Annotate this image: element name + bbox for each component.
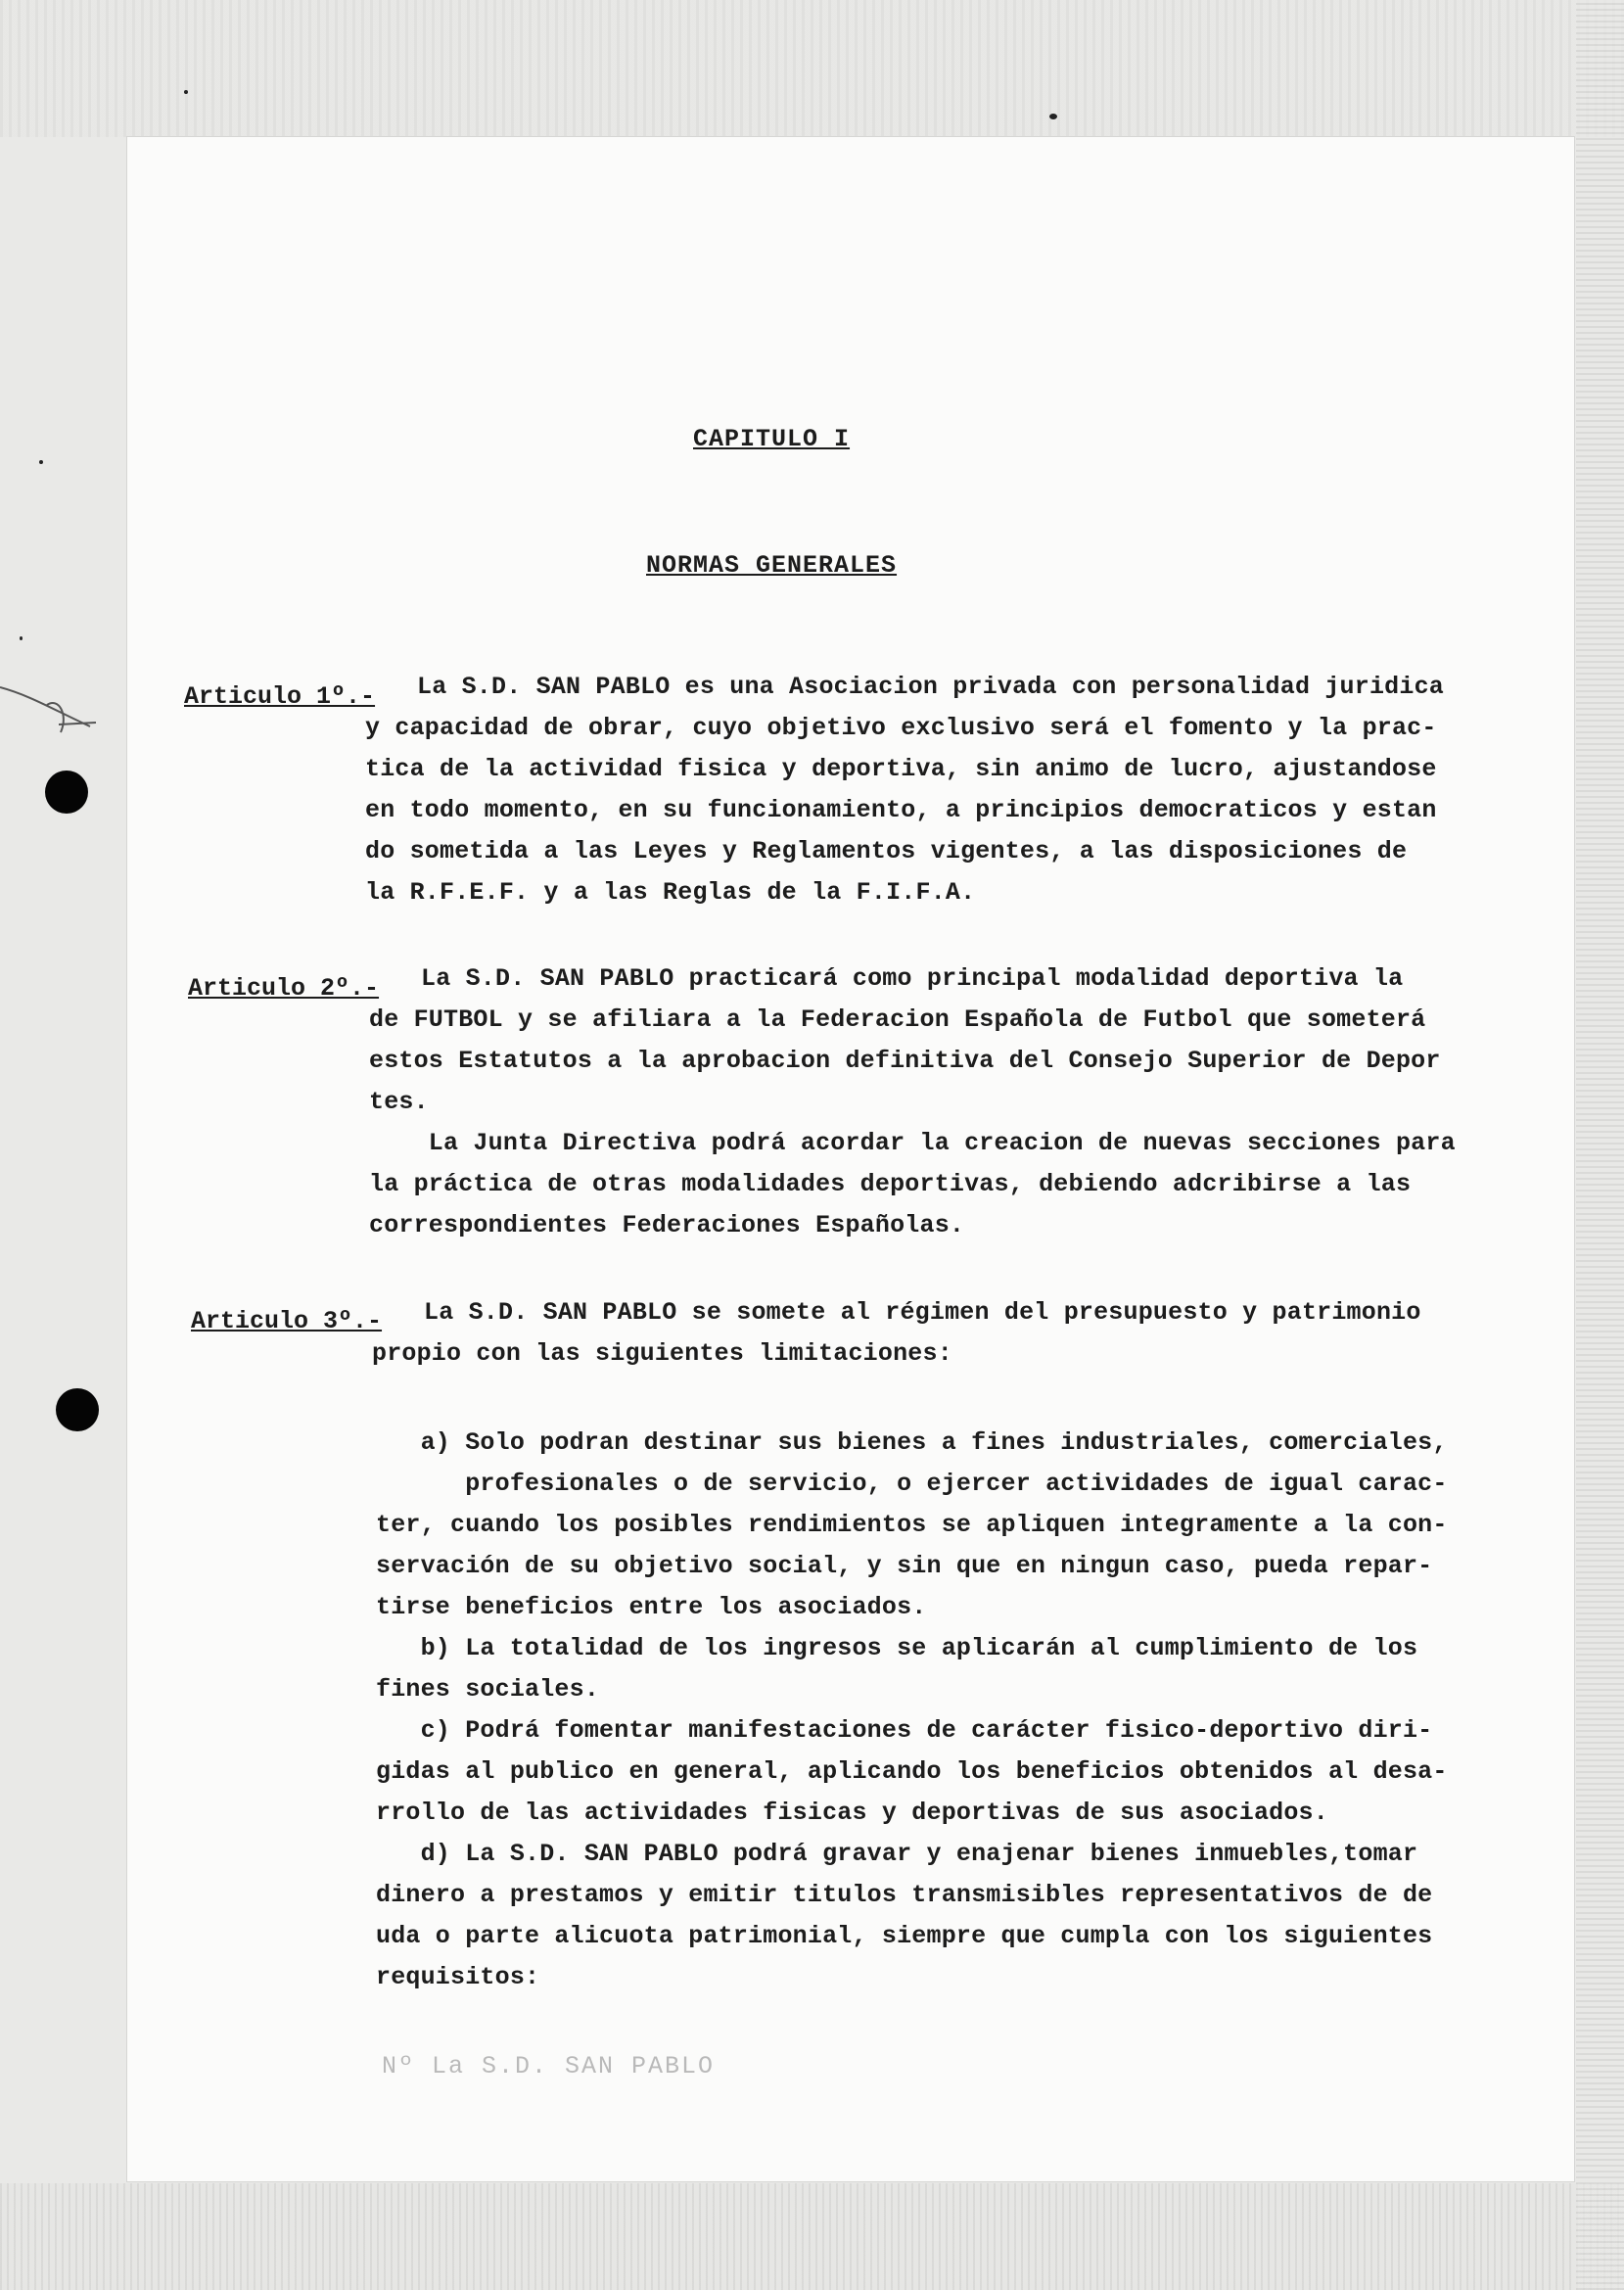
scan-speck	[184, 90, 188, 94]
article-3-line-2: propio con las siguientes limitaciones:	[372, 1339, 952, 1368]
clause-d-line-1: d) La S.D. SAN PABLO podrá gravar y enajenar bienes inmuebles,tomar	[376, 1840, 1418, 1868]
article-2-line-6: la práctica de otras modalidades deportivas, debiendo adcribirse a las	[369, 1170, 1412, 1198]
article-3-line-1: La S.D. SAN PABLO se somete al régimen del presupuesto y patrimonio	[424, 1298, 1421, 1327]
clause-d-line-4: requisitos:	[376, 1963, 540, 1991]
clause-d-line-2: dinero a prestamos y emitir titulos transmisibles representativos de de	[376, 1881, 1433, 1909]
clause-d-line-3: uda o parte alicuota patrimonial, siempre que cumpla con los siguientes	[376, 1922, 1433, 1950]
article-1-label: Articulo 1º.-	[184, 682, 376, 711]
article-3-label: Articulo 3º.-	[191, 1307, 383, 1335]
article-1-line-6: la R.F.E.F. y a las Reglas de la F.I.F.A.	[365, 878, 976, 907]
article-2-line-2: de FUTBOL y se afiliara a la Federacion Española de Futbol que someterá	[369, 1005, 1426, 1034]
binder-string-mark	[0, 676, 108, 744]
clause-a-line-3: ter, cuando los posibles rendimientos se apliquen integramente a la con-	[376, 1511, 1448, 1539]
clause-a-line-5: tirse beneficios entre los asociados.	[376, 1593, 927, 1621]
article-2-line-5: La Junta Directiva podrá acordar la creacion de nuevas secciones para	[369, 1129, 1456, 1157]
article-2-label: Articulo 2º.-	[188, 974, 380, 1003]
scan-edge-right	[1576, 0, 1624, 2290]
clause-c-line-3: rrollo de las actividades fisicas y deportivas de sus asociados.	[376, 1799, 1328, 1827]
article-1-line-2: y capacidad de obrar, cuyo objetivo exclusivo será el fomento y la prac-	[365, 714, 1437, 742]
clause-a-line-2: profesionales o de servicio, o ejercer actividades de igual carac-	[376, 1470, 1448, 1498]
article-1-line-4: en todo momento, en su funcionamiento, a principios democraticos y estan	[365, 796, 1437, 824]
article-1-line-3: tica de la actividad fisica y deportiva, sin animo de lucro, ajustandose	[365, 755, 1437, 783]
clause-c-line-2: gidas al publico en general, aplicando los beneficios obtenidos al desa-	[376, 1757, 1448, 1786]
chapter-title: CAPITULO I	[693, 425, 851, 453]
scan-edge-top	[0, 0, 1624, 137]
scan-speck	[20, 636, 23, 640]
clause-b-line-1: b) La totalidad de los ingresos se aplicarán al cumplimiento de los	[376, 1634, 1418, 1662]
clause-a-line-4: servación de su objetivo social, y sin que en ningun caso, pueda repar-	[376, 1552, 1433, 1580]
article-1-line-5: do sometida a las Leyes y Reglamentos vigentes, a las disposiciones de	[365, 837, 1408, 865]
scan-speck	[39, 460, 43, 464]
scan-edge-bottom	[0, 2183, 1624, 2290]
scan-speck	[1049, 114, 1057, 119]
punch-hole-bottom	[56, 1388, 99, 1431]
clause-b-line-2: fines sociales.	[376, 1675, 600, 1704]
clause-a-line-1: a) Solo podran destinar sus bienes a fines industriales, comerciales,	[376, 1428, 1448, 1457]
article-2-line-4: tes.	[369, 1088, 429, 1116]
punch-hole-top	[45, 771, 88, 814]
article-1-line-1: La S.D. SAN PABLO es una Asociacion privada con personalidad juridica	[417, 673, 1444, 701]
section-title: NORMAS GENERALES	[646, 551, 898, 580]
article-2-line-1: La S.D. SAN PABLO practicará como principal modalidad deportiva la	[421, 964, 1404, 993]
faded-show-through-text: Nº La S.D. SAN PABLO	[382, 2052, 716, 2080]
article-2-line-3: estos Estatutos a la aprobacion definitiva del Consejo Superior de Depor	[369, 1047, 1441, 1075]
article-2-line-7: correspondientes Federaciones Españolas.	[369, 1211, 965, 1239]
clause-c-line-1: c) Podrá fomentar manifestaciones de carácter fisico-deportivo diri-	[376, 1716, 1433, 1745]
